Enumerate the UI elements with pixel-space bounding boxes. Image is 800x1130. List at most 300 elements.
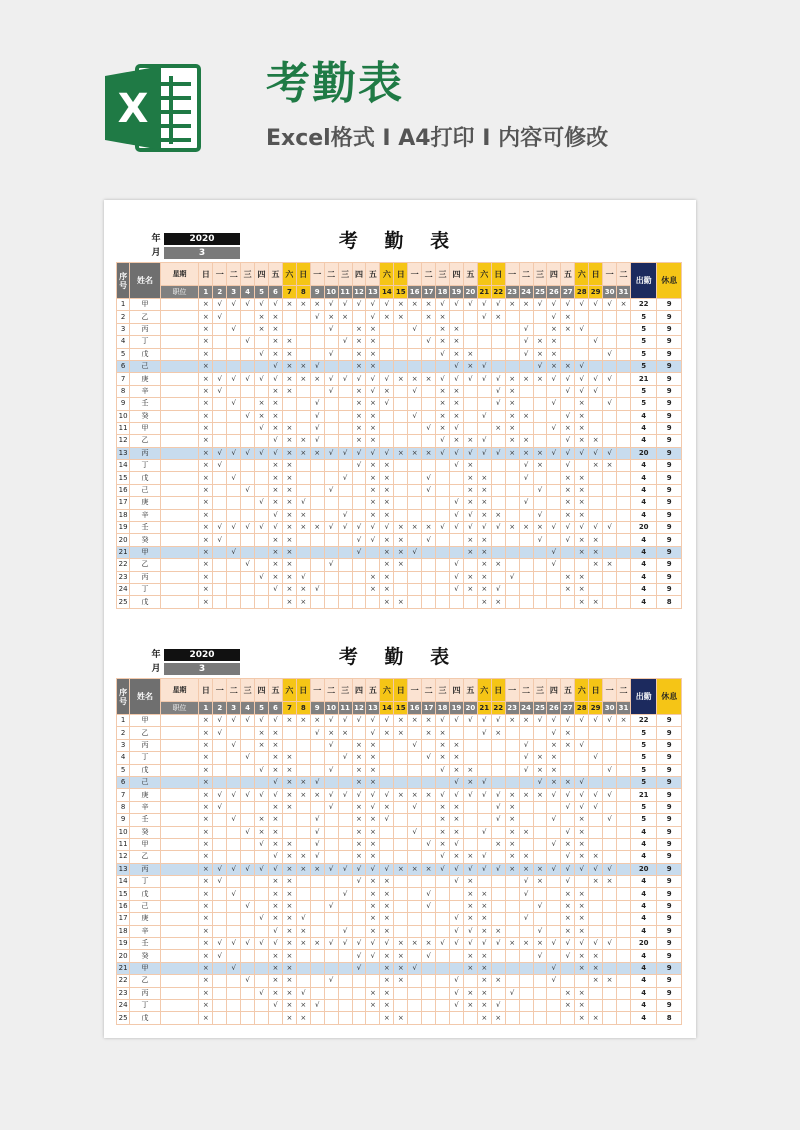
attendance-mark-cell[interactable] xyxy=(241,876,255,888)
attendance-mark-cell[interactable]: √ xyxy=(241,863,255,875)
attendance-mark-cell[interactable] xyxy=(352,975,366,987)
attendance-mark-cell[interactable] xyxy=(310,385,324,397)
attendance-mark-cell[interactable]: × xyxy=(282,509,296,521)
attendance-mark-cell[interactable] xyxy=(394,410,408,422)
attendance-mark-cell[interactable]: × xyxy=(519,435,533,447)
attendance-mark-cell[interactable] xyxy=(338,999,352,1011)
attendance-mark-cell[interactable]: √ xyxy=(422,950,436,962)
attendance-mark-cell[interactable]: √ xyxy=(519,323,533,335)
row-position[interactable] xyxy=(160,435,199,447)
attendance-mark-cell[interactable]: × xyxy=(282,373,296,385)
attendance-mark-cell[interactable] xyxy=(533,546,547,558)
attendance-mark-cell[interactable]: √ xyxy=(436,764,450,776)
attendance-mark-cell[interactable]: √ xyxy=(241,938,255,950)
attendance-mark-cell[interactable] xyxy=(241,534,255,546)
attendance-mark-cell[interactable]: × xyxy=(477,999,491,1011)
attendance-mark-cell[interactable]: × xyxy=(547,348,561,360)
attendance-mark-cell[interactable]: √ xyxy=(324,863,338,875)
attendance-mark-cell[interactable]: × xyxy=(269,323,283,335)
attendance-mark-cell[interactable]: × xyxy=(449,336,463,348)
attendance-mark-cell[interactable]: × xyxy=(282,876,296,888)
attendance-mark-cell[interactable] xyxy=(436,559,450,571)
attendance-mark-cell[interactable] xyxy=(310,764,324,776)
attendance-mark-cell[interactable] xyxy=(338,876,352,888)
attendance-mark-cell[interactable] xyxy=(617,938,631,950)
attendance-mark-cell[interactable]: √ xyxy=(408,410,422,422)
attendance-mark-cell[interactable] xyxy=(449,727,463,739)
attendance-mark-cell[interactable] xyxy=(394,323,408,335)
attendance-mark-cell[interactable]: × xyxy=(477,900,491,912)
attendance-mark-cell[interactable] xyxy=(380,360,394,372)
attendance-mark-cell[interactable] xyxy=(282,814,296,826)
attendance-mark-cell[interactable] xyxy=(213,900,227,912)
attendance-mark-cell[interactable]: × xyxy=(352,801,366,813)
attendance-mark-cell[interactable]: × xyxy=(282,583,296,595)
attendance-mark-cell[interactable]: × xyxy=(575,962,589,974)
attendance-mark-cell[interactable] xyxy=(380,851,394,863)
attendance-mark-cell[interactable] xyxy=(491,888,505,900)
attendance-mark-cell[interactable]: × xyxy=(199,546,213,558)
attendance-mark-cell[interactable]: √ xyxy=(380,715,394,727)
attendance-mark-cell[interactable]: √ xyxy=(227,962,241,974)
attendance-mark-cell[interactable] xyxy=(310,739,324,751)
attendance-mark-cell[interactable]: × xyxy=(463,348,477,360)
attendance-mark-cell[interactable]: √ xyxy=(477,776,491,788)
attendance-mark-cell[interactable] xyxy=(519,962,533,974)
attendance-mark-cell[interactable]: × xyxy=(449,398,463,410)
attendance-mark-cell[interactable] xyxy=(213,987,227,999)
attendance-mark-cell[interactable] xyxy=(338,801,352,813)
row-name[interactable]: 辛 xyxy=(130,925,161,937)
attendance-mark-cell[interactable]: × xyxy=(199,801,213,813)
attendance-mark-cell[interactable]: √ xyxy=(366,385,380,397)
attendance-mark-cell[interactable] xyxy=(617,385,631,397)
attendance-mark-cell[interactable]: × xyxy=(352,385,366,397)
row-position[interactable] xyxy=(160,559,199,571)
attendance-mark-cell[interactable] xyxy=(241,987,255,999)
row-name[interactable]: 丙 xyxy=(130,739,161,751)
attendance-mark-cell[interactable] xyxy=(394,336,408,348)
attendance-mark-cell[interactable]: √ xyxy=(338,522,352,534)
attendance-mark-cell[interactable] xyxy=(533,497,547,509)
attendance-mark-cell[interactable] xyxy=(449,484,463,496)
attendance-mark-cell[interactable]: √ xyxy=(366,727,380,739)
attendance-mark-cell[interactable] xyxy=(519,727,533,739)
attendance-mark-cell[interactable]: √ xyxy=(449,838,463,850)
attendance-mark-cell[interactable]: × xyxy=(533,752,547,764)
attendance-mark-cell[interactable]: √ xyxy=(449,497,463,509)
attendance-mark-cell[interactable] xyxy=(491,360,505,372)
attendance-mark-cell[interactable]: √ xyxy=(589,299,603,311)
attendance-mark-cell[interactable] xyxy=(617,360,631,372)
attendance-mark-cell[interactable] xyxy=(227,925,241,937)
attendance-mark-cell[interactable]: × xyxy=(477,571,491,583)
attendance-mark-cell[interactable] xyxy=(505,975,519,987)
attendance-mark-cell[interactable]: × xyxy=(380,484,394,496)
row-name[interactable]: 丁 xyxy=(130,752,161,764)
attendance-mark-cell[interactable] xyxy=(422,410,436,422)
attendance-mark-cell[interactable]: √ xyxy=(324,447,338,459)
attendance-mark-cell[interactable]: √ xyxy=(575,863,589,875)
attendance-mark-cell[interactable] xyxy=(324,472,338,484)
attendance-mark-cell[interactable]: × xyxy=(380,559,394,571)
attendance-mark-cell[interactable]: √ xyxy=(366,299,380,311)
row-position[interactable] xyxy=(160,497,199,509)
attendance-mark-cell[interactable] xyxy=(408,422,422,434)
attendance-mark-cell[interactable] xyxy=(394,999,408,1011)
attendance-mark-cell[interactable]: × xyxy=(575,851,589,863)
attendance-mark-cell[interactable]: √ xyxy=(366,950,380,962)
attendance-mark-cell[interactable]: × xyxy=(449,752,463,764)
attendance-mark-cell[interactable]: × xyxy=(561,925,575,937)
attendance-mark-cell[interactable] xyxy=(241,422,255,434)
attendance-mark-cell[interactable] xyxy=(589,398,603,410)
attendance-mark-cell[interactable] xyxy=(505,739,519,751)
attendance-mark-cell[interactable]: × xyxy=(366,888,380,900)
attendance-mark-cell[interactable] xyxy=(422,801,436,813)
attendance-mark-cell[interactable] xyxy=(575,559,589,571)
attendance-mark-cell[interactable] xyxy=(519,559,533,571)
attendance-mark-cell[interactable]: × xyxy=(505,398,519,410)
attendance-mark-cell[interactable] xyxy=(324,596,338,608)
attendance-mark-cell[interactable] xyxy=(310,1012,324,1024)
attendance-mark-cell[interactable]: × xyxy=(366,497,380,509)
attendance-mark-cell[interactable] xyxy=(296,348,310,360)
attendance-mark-cell[interactable] xyxy=(380,422,394,434)
attendance-mark-cell[interactable]: × xyxy=(575,838,589,850)
attendance-mark-cell[interactable]: √ xyxy=(575,385,589,397)
attendance-mark-cell[interactable] xyxy=(338,739,352,751)
attendance-mark-cell[interactable]: × xyxy=(394,522,408,534)
attendance-mark-cell[interactable]: × xyxy=(505,814,519,826)
attendance-mark-cell[interactable]: × xyxy=(561,913,575,925)
attendance-mark-cell[interactable] xyxy=(561,398,575,410)
attendance-mark-cell[interactable]: √ xyxy=(575,299,589,311)
attendance-mark-cell[interactable]: × xyxy=(352,776,366,788)
attendance-mark-cell[interactable]: × xyxy=(519,522,533,534)
attendance-mark-cell[interactable] xyxy=(338,826,352,838)
attendance-mark-cell[interactable]: × xyxy=(575,571,589,583)
attendance-mark-cell[interactable] xyxy=(589,348,603,360)
attendance-mark-cell[interactable]: × xyxy=(366,925,380,937)
attendance-mark-cell[interactable]: × xyxy=(477,546,491,558)
attendance-mark-cell[interactable]: × xyxy=(422,789,436,801)
attendance-mark-cell[interactable] xyxy=(617,801,631,813)
attendance-mark-cell[interactable] xyxy=(603,950,617,962)
attendance-mark-cell[interactable] xyxy=(213,398,227,410)
attendance-mark-cell[interactable] xyxy=(617,373,631,385)
attendance-mark-cell[interactable]: √ xyxy=(589,522,603,534)
attendance-mark-cell[interactable] xyxy=(477,752,491,764)
row-name[interactable]: 己 xyxy=(130,900,161,912)
attendance-mark-cell[interactable] xyxy=(241,571,255,583)
attendance-mark-cell[interactable]: × xyxy=(463,876,477,888)
attendance-mark-cell[interactable] xyxy=(394,987,408,999)
attendance-mark-cell[interactable]: × xyxy=(547,764,561,776)
attendance-mark-cell[interactable] xyxy=(394,571,408,583)
attendance-mark-cell[interactable] xyxy=(617,398,631,410)
attendance-mark-cell[interactable]: √ xyxy=(561,863,575,875)
attendance-mark-cell[interactable] xyxy=(296,398,310,410)
attendance-mark-cell[interactable] xyxy=(255,925,269,937)
attendance-mark-cell[interactable] xyxy=(422,962,436,974)
attendance-mark-cell[interactable] xyxy=(519,571,533,583)
attendance-mark-cell[interactable] xyxy=(213,888,227,900)
attendance-mark-cell[interactable]: × xyxy=(533,863,547,875)
attendance-mark-cell[interactable]: √ xyxy=(269,789,283,801)
attendance-mark-cell[interactable] xyxy=(338,559,352,571)
attendance-mark-cell[interactable] xyxy=(213,838,227,850)
attendance-mark-cell[interactable] xyxy=(491,534,505,546)
attendance-mark-cell[interactable] xyxy=(547,913,561,925)
attendance-mark-cell[interactable]: × xyxy=(366,999,380,1011)
attendance-mark-cell[interactable] xyxy=(617,311,631,323)
attendance-mark-cell[interactable]: × xyxy=(269,385,283,397)
attendance-mark-cell[interactable] xyxy=(491,950,505,962)
attendance-mark-cell[interactable] xyxy=(213,571,227,583)
attendance-mark-cell[interactable] xyxy=(338,534,352,546)
attendance-mark-cell[interactable] xyxy=(477,422,491,434)
attendance-mark-cell[interactable] xyxy=(603,385,617,397)
row-position[interactable] xyxy=(160,752,199,764)
attendance-mark-cell[interactable] xyxy=(213,814,227,826)
attendance-mark-cell[interactable]: × xyxy=(477,509,491,521)
attendance-mark-cell[interactable] xyxy=(603,509,617,521)
attendance-mark-cell[interactable] xyxy=(241,950,255,962)
attendance-mark-cell[interactable] xyxy=(519,950,533,962)
attendance-mark-cell[interactable]: × xyxy=(282,497,296,509)
attendance-mark-cell[interactable] xyxy=(213,851,227,863)
attendance-mark-cell[interactable]: √ xyxy=(589,938,603,950)
attendance-mark-cell[interactable] xyxy=(561,764,575,776)
attendance-mark-cell[interactable]: × xyxy=(296,999,310,1011)
attendance-mark-cell[interactable]: × xyxy=(449,410,463,422)
attendance-mark-cell[interactable]: × xyxy=(269,311,283,323)
attendance-mark-cell[interactable] xyxy=(352,509,366,521)
attendance-mark-cell[interactable] xyxy=(310,752,324,764)
attendance-mark-cell[interactable] xyxy=(533,888,547,900)
attendance-mark-cell[interactable]: √ xyxy=(575,373,589,385)
attendance-mark-cell[interactable] xyxy=(227,435,241,447)
attendance-mark-cell[interactable]: √ xyxy=(241,447,255,459)
attendance-mark-cell[interactable]: × xyxy=(547,752,561,764)
attendance-mark-cell[interactable]: × xyxy=(310,299,324,311)
attendance-mark-cell[interactable]: × xyxy=(394,727,408,739)
attendance-mark-cell[interactable]: × xyxy=(352,764,366,776)
attendance-mark-cell[interactable]: × xyxy=(394,546,408,558)
attendance-mark-cell[interactable]: √ xyxy=(366,938,380,950)
attendance-mark-cell[interactable] xyxy=(241,583,255,595)
attendance-mark-cell[interactable]: √ xyxy=(519,764,533,776)
attendance-mark-cell[interactable] xyxy=(296,546,310,558)
row-name[interactable]: 庚 xyxy=(130,913,161,925)
attendance-mark-cell[interactable]: × xyxy=(366,583,380,595)
attendance-mark-cell[interactable] xyxy=(227,987,241,999)
attendance-mark-cell[interactable] xyxy=(255,962,269,974)
attendance-mark-cell[interactable]: × xyxy=(366,348,380,360)
attendance-mark-cell[interactable] xyxy=(617,814,631,826)
attendance-mark-cell[interactable]: √ xyxy=(463,509,477,521)
attendance-mark-cell[interactable] xyxy=(227,509,241,521)
attendance-mark-cell[interactable] xyxy=(310,348,324,360)
attendance-mark-cell[interactable]: √ xyxy=(547,522,561,534)
attendance-mark-cell[interactable] xyxy=(338,546,352,558)
attendance-mark-cell[interactable] xyxy=(380,348,394,360)
attendance-mark-cell[interactable]: √ xyxy=(491,715,505,727)
attendance-mark-cell[interactable]: × xyxy=(199,336,213,348)
attendance-mark-cell[interactable]: √ xyxy=(519,876,533,888)
attendance-mark-cell[interactable] xyxy=(241,460,255,472)
attendance-mark-cell[interactable] xyxy=(227,385,241,397)
attendance-mark-cell[interactable]: × xyxy=(449,435,463,447)
attendance-mark-cell[interactable]: √ xyxy=(561,447,575,459)
attendance-mark-cell[interactable] xyxy=(338,385,352,397)
attendance-mark-cell[interactable] xyxy=(603,752,617,764)
attendance-mark-cell[interactable]: √ xyxy=(324,299,338,311)
attendance-mark-cell[interactable] xyxy=(463,596,477,608)
attendance-mark-cell[interactable]: √ xyxy=(491,373,505,385)
attendance-mark-cell[interactable]: √ xyxy=(366,534,380,546)
attendance-mark-cell[interactable] xyxy=(296,764,310,776)
attendance-mark-cell[interactable] xyxy=(617,962,631,974)
row-position[interactable] xyxy=(160,522,199,534)
attendance-mark-cell[interactable] xyxy=(394,776,408,788)
attendance-mark-cell[interactable]: × xyxy=(463,962,477,974)
row-name[interactable]: 癸 xyxy=(130,534,161,546)
attendance-mark-cell[interactable] xyxy=(603,776,617,788)
attendance-mark-cell[interactable] xyxy=(617,497,631,509)
attendance-mark-cell[interactable]: √ xyxy=(449,925,463,937)
attendance-mark-cell[interactable] xyxy=(296,385,310,397)
attendance-mark-cell[interactable]: √ xyxy=(324,975,338,987)
attendance-mark-cell[interactable]: × xyxy=(255,398,269,410)
attendance-mark-cell[interactable] xyxy=(617,546,631,558)
attendance-mark-cell[interactable] xyxy=(505,534,519,546)
attendance-mark-cell[interactable]: √ xyxy=(227,373,241,385)
attendance-mark-cell[interactable] xyxy=(255,583,269,595)
attendance-mark-cell[interactable] xyxy=(310,460,324,472)
attendance-mark-cell[interactable]: × xyxy=(436,801,450,813)
attendance-mark-cell[interactable] xyxy=(617,776,631,788)
attendance-mark-cell[interactable]: × xyxy=(505,789,519,801)
attendance-mark-cell[interactable] xyxy=(227,422,241,434)
attendance-mark-cell[interactable] xyxy=(227,1012,241,1024)
attendance-mark-cell[interactable]: √ xyxy=(269,447,283,459)
attendance-mark-cell[interactable] xyxy=(241,323,255,335)
attendance-mark-cell[interactable] xyxy=(310,962,324,974)
attendance-mark-cell[interactable]: √ xyxy=(213,863,227,875)
row-position[interactable] xyxy=(160,571,199,583)
attendance-mark-cell[interactable] xyxy=(533,323,547,335)
attendance-mark-cell[interactable]: √ xyxy=(324,559,338,571)
attendance-mark-cell[interactable] xyxy=(547,497,561,509)
attendance-mark-cell[interactable]: × xyxy=(575,435,589,447)
attendance-mark-cell[interactable] xyxy=(575,311,589,323)
attendance-mark-cell[interactable] xyxy=(408,776,422,788)
attendance-mark-cell[interactable] xyxy=(491,336,505,348)
attendance-mark-cell[interactable] xyxy=(505,336,519,348)
attendance-mark-cell[interactable]: √ xyxy=(352,938,366,950)
attendance-mark-cell[interactable]: × xyxy=(561,484,575,496)
attendance-mark-cell[interactable] xyxy=(519,814,533,826)
attendance-mark-cell[interactable]: × xyxy=(199,938,213,950)
attendance-mark-cell[interactable] xyxy=(241,888,255,900)
attendance-mark-cell[interactable]: × xyxy=(505,863,519,875)
attendance-mark-cell[interactable]: √ xyxy=(310,838,324,850)
row-position[interactable] xyxy=(160,727,199,739)
attendance-mark-cell[interactable] xyxy=(338,900,352,912)
attendance-mark-cell[interactable]: √ xyxy=(547,814,561,826)
attendance-mark-cell[interactable]: × xyxy=(282,534,296,546)
attendance-mark-cell[interactable]: √ xyxy=(422,752,436,764)
attendance-mark-cell[interactable] xyxy=(436,876,450,888)
attendance-mark-cell[interactable] xyxy=(603,534,617,546)
attendance-mark-cell[interactable] xyxy=(380,776,394,788)
attendance-mark-cell[interactable]: × xyxy=(603,975,617,987)
attendance-mark-cell[interactable] xyxy=(422,460,436,472)
attendance-mark-cell[interactable]: √ xyxy=(324,348,338,360)
attendance-mark-cell[interactable]: × xyxy=(505,299,519,311)
attendance-mark-cell[interactable] xyxy=(547,472,561,484)
attendance-mark-cell[interactable]: √ xyxy=(422,900,436,912)
attendance-mark-cell[interactable] xyxy=(241,360,255,372)
attendance-mark-cell[interactable] xyxy=(561,962,575,974)
attendance-mark-cell[interactable]: √ xyxy=(589,336,603,348)
attendance-mark-cell[interactable] xyxy=(213,484,227,496)
attendance-mark-cell[interactable] xyxy=(519,776,533,788)
attendance-mark-cell[interactable] xyxy=(505,776,519,788)
attendance-mark-cell[interactable]: × xyxy=(477,583,491,595)
attendance-mark-cell[interactable] xyxy=(394,826,408,838)
attendance-mark-cell[interactable]: √ xyxy=(352,546,366,558)
attendance-mark-cell[interactable] xyxy=(617,913,631,925)
attendance-mark-cell[interactable] xyxy=(491,987,505,999)
attendance-mark-cell[interactable]: × xyxy=(436,336,450,348)
attendance-mark-cell[interactable]: × xyxy=(561,900,575,912)
attendance-mark-cell[interactable] xyxy=(408,596,422,608)
attendance-mark-cell[interactable] xyxy=(519,987,533,999)
attendance-mark-cell[interactable] xyxy=(338,571,352,583)
attendance-mark-cell[interactable]: × xyxy=(255,323,269,335)
attendance-mark-cell[interactable]: √ xyxy=(603,938,617,950)
attendance-mark-cell[interactable]: √ xyxy=(380,447,394,459)
attendance-mark-cell[interactable]: √ xyxy=(338,752,352,764)
attendance-mark-cell[interactable]: × xyxy=(282,950,296,962)
attendance-mark-cell[interactable]: × xyxy=(269,888,283,900)
attendance-mark-cell[interactable] xyxy=(603,1012,617,1024)
attendance-mark-cell[interactable] xyxy=(394,348,408,360)
attendance-mark-cell[interactable]: √ xyxy=(463,447,477,459)
attendance-mark-cell[interactable] xyxy=(296,460,310,472)
attendance-mark-cell[interactable]: × xyxy=(352,398,366,410)
attendance-mark-cell[interactable] xyxy=(241,398,255,410)
attendance-mark-cell[interactable] xyxy=(603,583,617,595)
attendance-mark-cell[interactable]: × xyxy=(282,348,296,360)
attendance-mark-cell[interactable]: × xyxy=(394,373,408,385)
attendance-mark-cell[interactable]: √ xyxy=(366,447,380,459)
attendance-mark-cell[interactable] xyxy=(449,534,463,546)
attendance-mark-cell[interactable]: × xyxy=(296,583,310,595)
attendance-mark-cell[interactable]: × xyxy=(255,410,269,422)
attendance-mark-cell[interactable]: √ xyxy=(422,534,436,546)
attendance-mark-cell[interactable] xyxy=(338,987,352,999)
attendance-mark-cell[interactable]: √ xyxy=(227,814,241,826)
attendance-mark-cell[interactable]: × xyxy=(199,410,213,422)
attendance-mark-cell[interactable] xyxy=(436,975,450,987)
attendance-mark-cell[interactable] xyxy=(296,534,310,546)
attendance-mark-cell[interactable] xyxy=(213,776,227,788)
attendance-mark-cell[interactable] xyxy=(547,583,561,595)
